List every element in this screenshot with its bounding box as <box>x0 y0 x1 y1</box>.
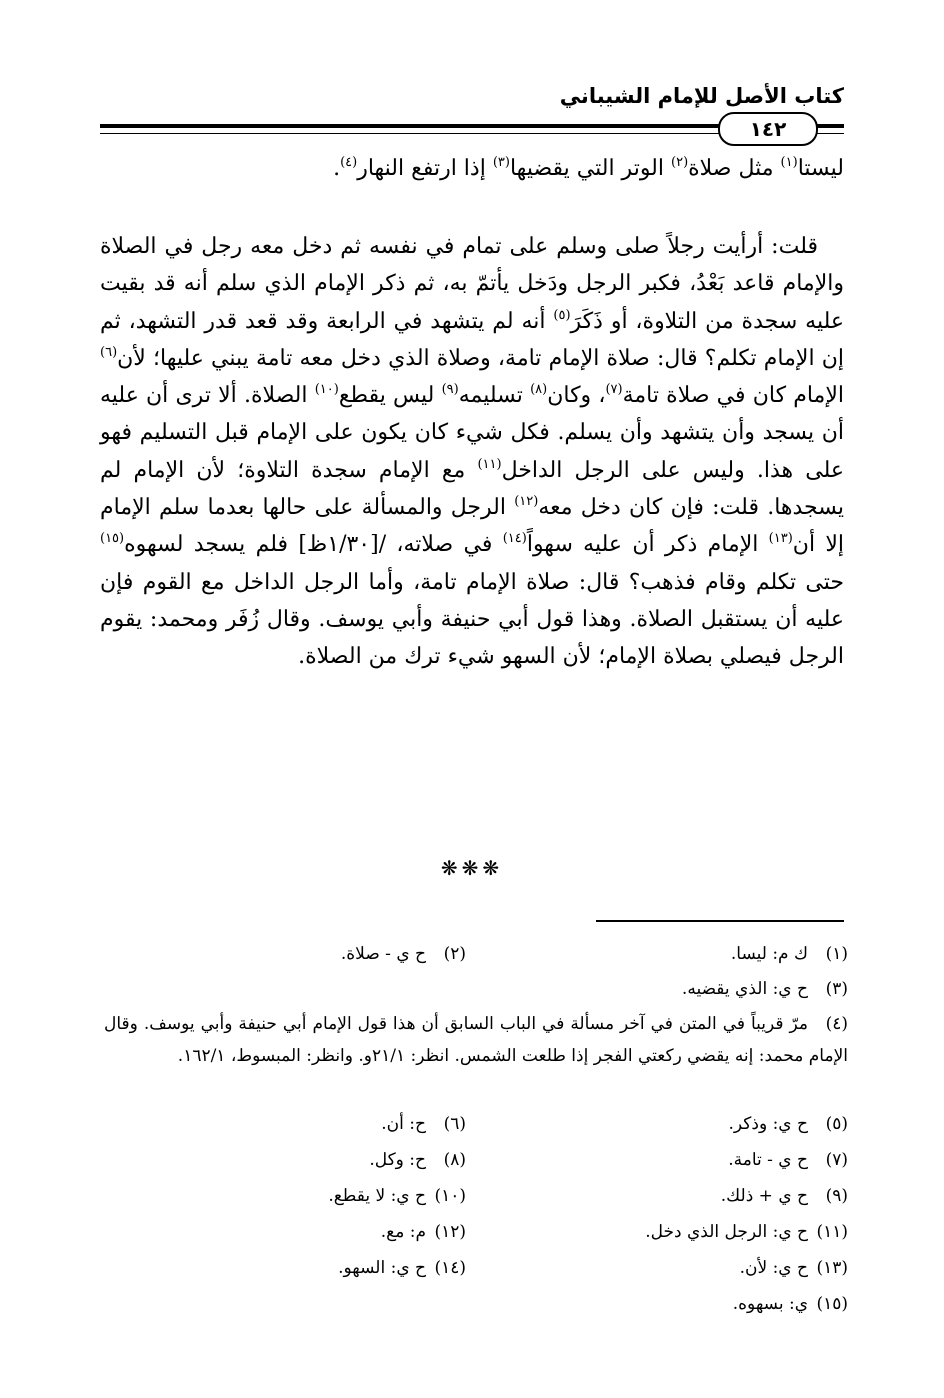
footnote-ref: (٣) <box>492 155 510 170</box>
footnote-6: (٦)ح: أن. <box>381 1114 466 1134</box>
footnote-8: (٨)ح: وكل. <box>369 1150 466 1170</box>
intro-text: . <box>333 156 341 181</box>
footnote-14: (١٤)ح ي: السهو. <box>338 1258 466 1278</box>
section-separator: ❋❋❋ <box>440 856 504 880</box>
body-text: تسليمه <box>458 383 531 409</box>
body-text: ليس يقطع <box>338 383 442 409</box>
footnote-15: (١٥)ي: بسهوه. <box>732 1294 848 1314</box>
body-text: قلت: أرأيت رجلاً صلى وسلم على تمام في نفسه ثم دخل معه رجل في الصلاة والإمام قاعد بَعْدُ، فكبر الرجل ودَخل يأتمّ به، ثم ذكر الإمام الذي سلم أنه قد بقيت عليه سجدة من التلاوة، أو ذَكَرَ <box>100 234 844 334</box>
body-text: الإمام كان في صلاة تامة <box>622 383 844 409</box>
footnote-13: (١٣)ح ي: لأن. <box>739 1258 848 1278</box>
footnote-4: (٤)مرّ قريباً في المتن في آخر مسألة في الباب السابق أن هذا قول الإمام أبي حنيفة وأبي يوسف. وقال الإمام محمد: إنه يقضي ركعتي الفجر إذا طلعت الشمس. انظر: ٢١/١و. وانظر: المبسوط، ١٦٢/١. <box>104 1014 848 1066</box>
footnote-5: (٥)ح ي: وذكر. <box>728 1114 848 1134</box>
footnote-12: (١٢)م: مع. <box>380 1222 466 1242</box>
footnote-ref: (٢) <box>671 155 689 170</box>
body-text: ، وكان <box>547 383 606 409</box>
page-number: ١٤٢ <box>749 117 787 141</box>
footnote-ref: (٤) <box>340 155 358 170</box>
footnote-ref: (٦) <box>100 344 118 360</box>
body-text: الرجل والمسألة على حالها بعدما سلم الإمام إلا أن <box>100 495 845 558</box>
footnote-2: (٢)ح ي - صلاة. <box>340 944 466 964</box>
footnote-ref: (٥) <box>553 307 571 323</box>
body-text: حتى تكلم وقام فذهب؟ قال: صلاة الإمام تامة، وأما الرجل الداخل مع القوم فإن عليه أن يستقبل الصلاة. وهذا قول أبي حنيفة وأبي يوسف. وقال زُفَر ومحمد: يقوم الرجل فيصلي بصلاة الإمام؛ لأن السهو شيء ترك من الصلاة. <box>100 569 844 670</box>
intro-line <box>100 150 844 187</box>
running-title: كتاب الأصل للإمام الشيباني <box>559 84 844 108</box>
body-text: الإمام ذكر أن عليه سهواً <box>526 532 769 558</box>
footnote-ref: (١٢) <box>514 494 539 510</box>
intro-text: إذا ارتفع النهار <box>357 156 493 181</box>
footnote-3: (٣)ح ي: الذي يقضيه. <box>681 979 848 999</box>
footnote-rule <box>596 920 844 922</box>
footnote-ref: (٩) <box>441 382 459 398</box>
body-text: مع الإمام سجدة التلاوة؛ لأن الإمام لم يسجدها. قلت: فإن كان دخل معه <box>100 457 844 521</box>
intro-text: الوتر التي يقضيها <box>509 156 671 181</box>
footnote-ref: (١٣) <box>768 531 793 547</box>
footnote-1: (١)ك م: ليسا. <box>730 944 848 964</box>
footnote-11: (١١)ح ي: الرجل الذي دخل. <box>645 1222 848 1242</box>
footnote-ref: (٨) <box>530 382 548 398</box>
footnote-ref: (١٥) <box>100 531 125 547</box>
main-paragraph <box>100 228 844 676</box>
footnote-ref: (١٠) <box>314 382 339 398</box>
page-number-badge <box>718 112 818 146</box>
footnote-ref: (١١) <box>477 456 502 472</box>
intro-text: مثل صلاة <box>688 156 781 181</box>
intro-text: ليستا <box>797 156 844 181</box>
footnote-9: (٩)ح ي + ذلك. <box>720 1186 848 1206</box>
footnote-ref: (١٤) <box>502 531 527 547</box>
body-text: في صلاته، /[١/٣٠ظ] فلم يسجد لسهوه <box>124 532 503 558</box>
body-text: أنه لم يتشهد في الرابعة وقد قعد قدر التشهد، ثم إن الإمام تكلم؟ قال: صلاة الإمام تامة، وصلاة الذي دخل معه تامة يبني عليها؛ لأن <box>100 308 844 371</box>
footnote-10: (١٠)ح ي: لا يقطع. <box>328 1186 466 1206</box>
footnote-ref: (٧) <box>605 382 623 398</box>
body-text: الصلاة. ألا ترى أن عليه أن يسجد وأن يتشهد وأن يسلم. فكل شيء كان يكون على الإمام قبل التسليم فهو على هذا. وليس على الرجل الداخل <box>100 383 845 483</box>
footnote-ref: (١) <box>780 155 798 170</box>
footnote-7: (٧)ح ي - تامة. <box>728 1150 848 1170</box>
